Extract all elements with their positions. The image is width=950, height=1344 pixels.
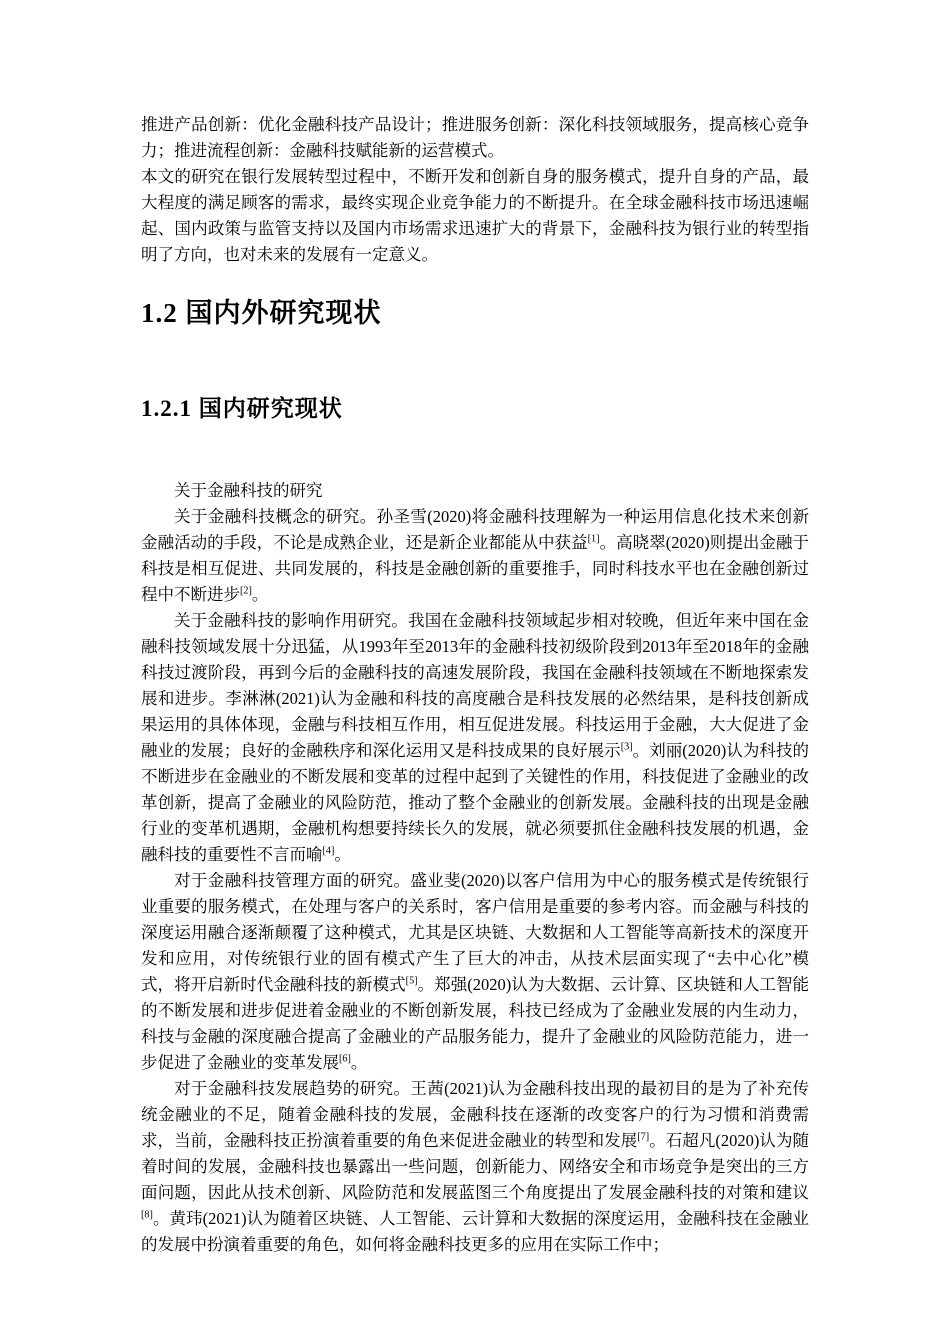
text-run: 。刘丽(2020)认为科技的不断进步在金融业的不断发展和变革的过程中起到了关键性的作用，科技促进了金融业的改革创新，提高了金融业的风险防范，推动了整个金融业的创新发展。金融科技的出现是金融行业的变革机遇期，金融机构想要持续长久的发展，就必须要抓住金融科技发展的机遇，金融科技的重要性不言而喻 bbox=[141, 741, 810, 864]
text-run: 。高晓翠(2020)则提出金融于科技是相互促进、共同发展的，科技是金融创新的重要推手，同时科技水平也在金融创新过程中不断进步 bbox=[141, 533, 809, 604]
text-run: 关于金融科技概念的研究。孙圣雪(2020)将金融科技理解为一种运用信息化技术来创新金融活动的手段，不论是成熟企业，还是新企业都能从中获益 bbox=[141, 507, 809, 552]
citation-ref: [6] bbox=[339, 1053, 351, 1065]
citation-ref: [8] bbox=[141, 1209, 153, 1221]
text-run: 。 bbox=[350, 1053, 368, 1072]
citation-ref: [3] bbox=[620, 741, 633, 753]
text-run: 关于金融科技的研究 bbox=[174, 481, 323, 500]
text-run: 。 bbox=[334, 845, 351, 864]
paragraph-management-research bbox=[141, 868, 809, 1076]
text-run: 推进产品创新：优化金融科技产品设计；推进服务创新：深化科技领域服务，提高核心竞争力；推进流程创新：金融科技赋能新的运营模式。 bbox=[141, 115, 809, 160]
paragraph-research-topic bbox=[141, 478, 809, 504]
paragraph-concept-research bbox=[141, 504, 809, 608]
citation-ref: [1] bbox=[587, 533, 600, 545]
text-run: 。石超凡(2020)认为随着时间的发展，金融科技也暴露出一些问题，创新能力、网络安全和市场竞争是突出的三方面问题，因此从技术创新、风险防范和发展蓝图三个角度提出了发展金融科技的对策和建议 bbox=[141, 1131, 809, 1202]
subsection-heading: 1.2.1 国内研究现状 bbox=[141, 396, 343, 421]
citation-ref: [5] bbox=[405, 975, 418, 987]
text-run: 。 bbox=[251, 585, 269, 604]
paragraph-innovation-summary bbox=[141, 112, 809, 164]
paragraph-impact-research bbox=[141, 608, 809, 868]
paragraph-trend-research bbox=[141, 1076, 809, 1258]
section-heading: 1.2 国内外研究现状 bbox=[141, 298, 382, 328]
paragraph-research-significance bbox=[141, 164, 809, 268]
citation-ref: [2] bbox=[240, 585, 252, 597]
text-run: 对于金融科技发展趋势的研究。王茜(2021)认为金融科技出现的最初目的是为了补充传统金融业的不足，随着金融科技的发展，金融科技在逐渐的改变客户的行为习惯和消费需求，当前，金融科技正扮演着重要的角色来促进金融业的转型和发展 bbox=[141, 1079, 809, 1150]
text-run: 对于金融科技管理方面的研究。盛业斐(2020)以客户信用为中心的服务模式是传统银行业重要的服务模式，在处理与客户的关系时，客户信用是重要的参考内容。而金融与科技的深度运用融合逐渐颠覆了这种模式，尤其是区块链、大数据和人工智能等高新技术的深度开发和应用，对传统银行业的固有模式产生了巨大的冲击，从技术层面实现了“去中心化”模式，将开启新时代金融科技的新模式 bbox=[141, 871, 809, 994]
text-run: 。黄玮(2021)认为随着区块链、人工智能、云计算和大数据的深度运用，金融科技在金融业的发展中扮演着重要的角色，如何将金融科技更多的应用在实际工作中； bbox=[141, 1209, 809, 1254]
citation-ref: [4] bbox=[322, 845, 335, 857]
text-run: 关于金融科技的影响作用研究。我国在金融科技领域起步相对较晚，但近年来中国在金融科技领域发展十分迅猛，从1993年至2013年的金融科技初级阶段到2013年至2018年的金融科技过渡阶段，再到今后的金融科技的高速发展阶段，我国在金融科技领域在不断地探索发展和进步。李淋淋(2021)认为金融和科技的高度融合是科技发展的必然结果，是科技创新成果运用的具体体现，金融与科技相互作用，相互促进发展。科技运用于金融，大大促进了金融业的发展；良好的金融秩序和深化运用又是科技成果的良好展示 bbox=[141, 611, 809, 760]
text-run: 。郑强(2020)认为大数据、云计算、区块链和人工智能的不断发展和进步促进着金融业的不断创新发展，科技已经成为了金融业发展的内生动力，科技与金融的深度融合提高了金融业的产品服务能力，提升了金融业的风险防范能力，进一步促进了金融业的变革发展 bbox=[141, 975, 809, 1072]
citation-ref: [7] bbox=[637, 1131, 650, 1143]
text-run: 本文的研究在银行发展转型过程中，不断开发和创新自身的服务模式，提升自身的产品，最大程度的满足顾客的需求，最终实现企业竞争能力的不断提升。在全球金融科技市场迅速崛起、国内政策与监管支持以及国内市场需求迅速扩大的背景下，金融科技为银行业的转型指明了方向，也对未来的发展有一定意义。 bbox=[141, 167, 809, 264]
